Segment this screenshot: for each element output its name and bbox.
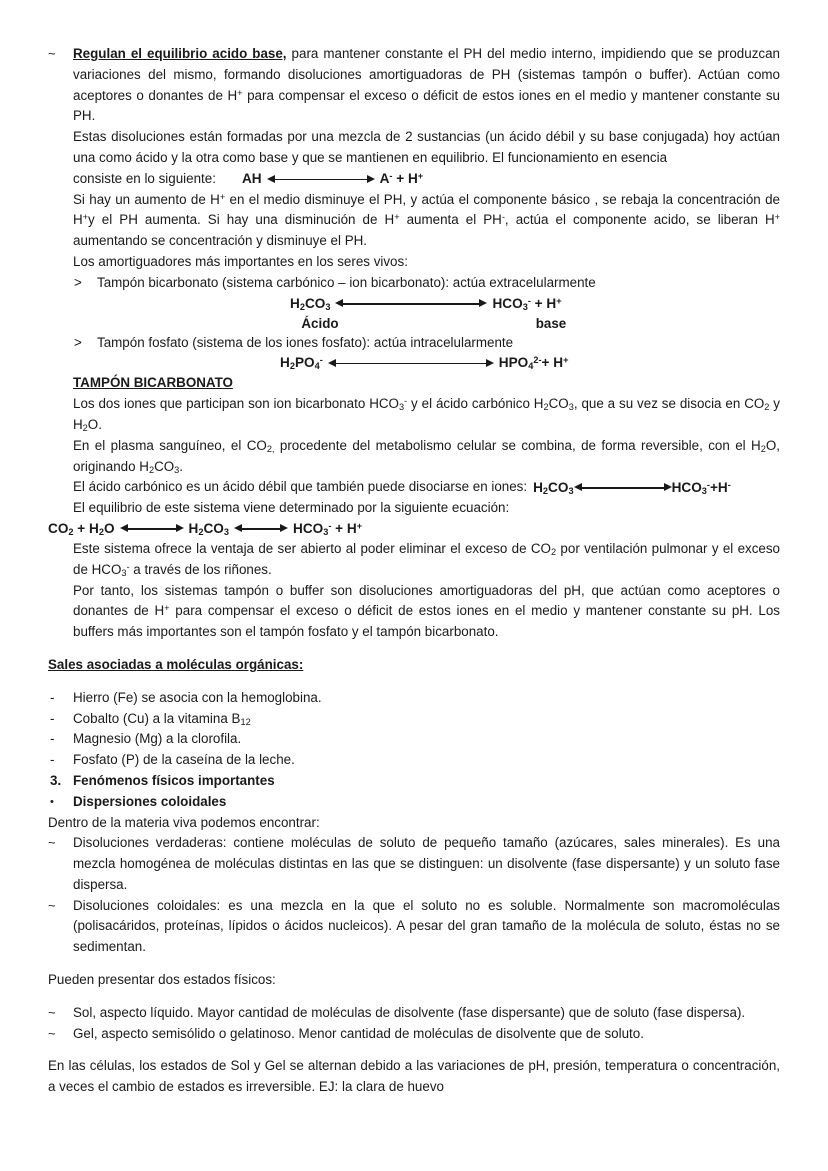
tilde-bullet-marker: ~ <box>48 46 56 61</box>
eqi-rsup2: - <box>727 479 731 490</box>
eqe-t5: CO <box>203 520 224 536</box>
paragraph-acido-carbonico <box>73 477 780 498</box>
equation-label-acido: Ácido <box>301 315 339 331</box>
si-hay-t1: Si hay un aumento de H <box>73 191 220 207</box>
equation-ah-right-h: + H <box>392 171 418 187</box>
pl-t2: procedente del metabolismo celular se combina, de forma reversible, con el H <box>274 437 761 453</box>
double-arrow-icon <box>234 523 288 534</box>
list-item-fosfato-caseina <box>48 750 780 771</box>
double-arrow-icon <box>267 174 375 185</box>
cobalto-sub: 12 <box>240 716 251 727</box>
eqf-lsup: - <box>319 355 323 366</box>
list-item-magnesio <box>48 729 780 750</box>
equation-label-base: base <box>535 315 567 331</box>
equation-ah-right <box>380 169 424 189</box>
eqf-r1: HPO <box>498 355 529 371</box>
eqf-ls1: 2 <box>289 361 295 372</box>
document-body <box>48 44 780 1098</box>
gt-bullet-marker-1: > <box>74 274 82 290</box>
paragraph-consiste-text: consiste en lo siguiente: <box>73 170 216 186</box>
es-t2: por ventilación pulmonar y el exceso de HCO <box>73 540 780 577</box>
tilde-bullet-marker-3: ~ <box>48 897 56 913</box>
di-t4: , que a su vez se disocia en CO <box>573 396 765 412</box>
pl-s4: 3 <box>174 464 180 475</box>
pt-t2: para compensar el exceso o déficit de estos iones en el medio y mantener constante su pH. Los buffers más importantes son el tampón fosfato y el tampón bicarbonato. <box>73 603 780 640</box>
di-s2: 2 <box>543 402 549 413</box>
tilde-bullet-marker-5: ~ <box>48 1025 56 1041</box>
paragraph-pueden-presentar: Pueden presentar dos estados físicos: <box>48 972 276 988</box>
eqe-sup6: - <box>328 521 332 532</box>
list-item-tampon-fosfato <box>48 333 780 354</box>
list-item-cobalto-text <box>73 709 780 730</box>
equation-block-fosfato <box>48 353 780 373</box>
paragraph-amortiguadores: Los amortiguadores más importantes en los seres vivos: <box>73 253 408 269</box>
equation-fosfato-right <box>499 353 569 373</box>
eqc-l1: H <box>290 295 300 311</box>
list-item-tampon-fosfato-text: Tampón fosfato (sistema de los iones fosfato): actúa intracelularmente <box>97 334 514 350</box>
eqe-right <box>293 519 362 539</box>
bullet-dot-marker: • <box>50 795 54 808</box>
equation-ah-dissociation <box>242 169 423 189</box>
eqf-rsup2: + <box>563 355 569 366</box>
eqe-t3: O <box>103 520 115 536</box>
eqc-rsup2: + <box>556 295 562 306</box>
eqf-rs1: 4 <box>528 361 534 372</box>
cobalto-t1: Cobalto (Cu) a la vitamina B <box>73 710 241 726</box>
eqe-s5: 3 <box>223 526 229 537</box>
paragraph-por-tanto-row <box>48 581 780 643</box>
list-item-disoluciones-verdaderas-text: Disoluciones verdaderas: contiene moléculas de soluto de pequeño tamaño (azúcares, sales minerales). Es una mezcla homogénea de moléculas distintas en las que se distinguen: un disolvente (fase dispersante) y un soluto fase dispersa. <box>73 835 780 892</box>
si-hay-sup1: + <box>219 191 226 202</box>
paragraph-equilibrio-row <box>48 498 780 519</box>
si-hay-t4: aumenta el PH <box>399 212 502 228</box>
eqe-t2: + H <box>73 520 99 536</box>
gt-bullet-marker-2: > <box>74 334 82 350</box>
paragraph-consiste-line <box>73 169 780 190</box>
heading-sales-asociadas: Sales asociadas a moléculas orgánicas: <box>48 656 304 672</box>
eqi-ls2: 3 <box>568 485 574 496</box>
list-item-tampon-bicarbonato <box>48 273 780 294</box>
si-hay-sup3: + <box>394 212 400 223</box>
paragraph-estas-disoluciones: Estas disoluciones están formadas por una mezcla de 2 sustancias (un ácido débil y su base conjugada) hoy actúan una como ácido y la otra como base y que se mantienen en equilibrio. El funcionamiento en esencia <box>73 129 780 165</box>
eqe-sup7: + <box>356 521 363 532</box>
equation-carbonico-labels <box>290 314 780 333</box>
heading-fenomenos: Fenómenos físicos importantes <box>73 772 275 788</box>
eqc-rsup: - <box>527 295 531 306</box>
eqi-left <box>533 478 573 498</box>
numbered-marker-3: 3. <box>50 772 62 788</box>
heading-tampon-bicarbonato: TAMPÓN BICARBONATO <box>73 375 233 391</box>
equation-ah-right-a: A <box>379 171 390 187</box>
eqe-t7: + H <box>331 520 357 536</box>
pt-t1: Por tanto, los sistemas tampón o buffer son disoluciones amortiguadoras del pH, que actúan como aceptores o donantes de H <box>73 582 780 619</box>
paragraph-dos-iones-row <box>48 394 780 436</box>
es-sup2: - <box>126 561 130 572</box>
eqi-r1: HCO <box>671 479 702 495</box>
paragraph-plasma-row <box>48 436 780 478</box>
eqe-left <box>48 519 115 539</box>
eqi-rs1: 3 <box>701 485 707 496</box>
list-item-disoluciones-verdaderas <box>48 833 780 895</box>
double-arrow-icon <box>120 523 184 534</box>
eqf-ls2: 4 <box>314 361 320 372</box>
pl-s2: 2 <box>760 443 766 454</box>
eqc-ls2: 3 <box>325 301 331 312</box>
pl-t1: En el plasma sanguíneo, el CO <box>73 437 267 453</box>
paragraph-dos-iones <box>73 394 780 436</box>
double-arrow-icon <box>328 358 494 369</box>
list-item-regulan <box>48 44 780 127</box>
paragraph-si-hay-row <box>48 190 780 252</box>
pl-t5: . <box>179 458 184 474</box>
eqi-l1: H <box>533 479 543 495</box>
es-t1: Este sistema ofrece la ventaja de ser abierto al poder eliminar el exceso de CO <box>73 540 551 556</box>
paragraph-amortiguadores-row <box>48 252 780 273</box>
equation-ah-right-sup2: + <box>417 171 424 182</box>
list-item-gel-text: Gel, aspecto semisólido o gelatinoso. Menor cantidad de moléculas de disolvente que de soluto. <box>73 1025 644 1041</box>
dash-bullet-marker-2: - <box>50 710 55 726</box>
dash-bullet-marker-4: - <box>50 752 55 768</box>
double-arrow-icon <box>574 482 672 493</box>
si-hay-t6: aumentando se concentración y disminuye el PH. <box>73 233 368 249</box>
acido-carbonico-text: El ácido carbónico es un ácido débil que también puede disociarse en iones: <box>73 479 528 495</box>
si-hay-sup2: + <box>82 212 89 223</box>
tilde-bullet-marker-2: ~ <box>48 835 56 851</box>
si-hay-sup5: + <box>774 212 781 223</box>
paragraph-dentro: Dentro de la materia viva podemos encontrar: <box>48 814 320 830</box>
dash-bullet-marker-1: - <box>50 689 55 705</box>
paragraph-acido-carbonico-row <box>48 477 780 498</box>
equation-ah-right-sup: - <box>389 171 393 182</box>
equation-equilibrio-co2 <box>48 519 780 539</box>
list-item-sol <box>48 1003 780 1024</box>
paragraph-consiste-row <box>48 169 780 190</box>
eqf-l1: H <box>280 355 290 371</box>
di-s4: 2 <box>764 402 770 413</box>
eqe-t4: H <box>188 520 199 536</box>
eqf-r2: + H <box>541 355 564 371</box>
eqc-l2: CO <box>304 295 326 311</box>
list-item-tampon-bicarbonato-text: Tampón bicarbonato (sistema carbónico – ion bicarbonato): actúa extracelularmente <box>97 274 596 290</box>
pl-t4: CO <box>154 458 175 474</box>
eqc-ls1: 2 <box>299 301 305 312</box>
di-t3: CO <box>548 396 569 412</box>
pt-sup1: + <box>164 603 170 614</box>
eqc-rs1: 3 <box>522 301 528 312</box>
list-item-cobalto <box>48 709 780 730</box>
paragraph-regulan <box>73 44 780 127</box>
equation-carbonico-left <box>290 294 330 314</box>
paragraph-plasma <box>73 436 780 478</box>
regulan-lead-bold: Regulan el equilibrio acido base, <box>73 46 287 61</box>
eqf-l2: PO <box>294 355 315 371</box>
si-hay-t5: , actúa el componente acido, se liberan H <box>504 212 775 228</box>
equation-block-carbonico <box>48 294 780 333</box>
es-s1: 2 <box>550 546 557 557</box>
es-s2: 3 <box>121 567 127 578</box>
si-hay-t3: y el PH aumenta. Si hay una disminución de H <box>88 212 395 228</box>
eqi-r2: +H <box>709 479 728 495</box>
di-s1: 3 <box>398 402 405 413</box>
di-sup1: - <box>404 396 408 407</box>
list-item-fosfato-caseina-text: Fosfato (P) de la caseína de la leche. <box>73 752 295 768</box>
list-item-magnesio-text: Magnesio (Mg) a la clorofila. <box>73 731 242 747</box>
eqe-s2: 2 <box>98 526 104 537</box>
heading-dispersiones-row <box>48 792 780 813</box>
eqe-mid <box>189 519 229 539</box>
paragraph-en-las-celulas: En las células, los estados de Sol y Gel se alternan debido a las variaciones de pH, presión, temperatura o concentración, a veces el cambio de estados es irreversible. EJ: la clara de huevo <box>48 1058 780 1095</box>
eqf-rsup: 2- <box>533 355 542 366</box>
paragraph-este-sistema <box>73 539 780 581</box>
si-hay-t2: en el medio disminuye el PH, y actúa el componente básico , se rebaja la concentración de H <box>73 191 780 228</box>
double-arrow-icon <box>335 298 487 309</box>
equation-inline-disociarse <box>533 478 731 498</box>
eqc-r1: HCO <box>492 295 523 311</box>
di-t2: y el ácido carbónico H <box>407 396 544 412</box>
list-item-gel <box>48 1024 780 1045</box>
di-t5: y H <box>73 396 780 432</box>
heading-dispersiones: Dispersiones coloidales <box>73 793 227 809</box>
eqi-ls1: 2 <box>542 485 549 496</box>
pl-s3: 2 <box>148 464 155 475</box>
equation-carbonico <box>290 294 780 314</box>
list-item-disoluciones-coloidales-text: Disoluciones coloidales: es una mezcla en la que el soluto no es soluble. Normalmente son macromoléculas (polisacáridos, proteínas, lípidos o ácidos nucleicos). A pesar del gran tamaño de la molécula de soluto, éstas no se sedimentan. <box>73 897 780 955</box>
si-hay-sup4: - <box>501 212 505 223</box>
eqe-s1: 2 <box>68 526 74 537</box>
equation-fosfato <box>280 353 780 373</box>
heading-fenomenos-row <box>48 771 780 792</box>
eqc-r2: + H <box>530 295 557 311</box>
paragraph-por-tanto <box>73 581 780 643</box>
paragraph-estas-disoluciones-row <box>48 127 780 169</box>
es-t3: a través de los riñones. <box>129 561 272 577</box>
pl-t3: O, originando H <box>73 437 780 474</box>
list-item-hierro-text: Hierro (Fe) se asocia con la hemoglobina. <box>73 689 322 705</box>
tilde-bullet-marker-4: ~ <box>48 1004 56 1020</box>
equation-carbonico-right <box>492 294 561 314</box>
eqi-rsup: - <box>706 479 710 490</box>
regulan-text-2: para compensar el exceso o déficit de estos iones en el medio y mantener constante su PH. <box>73 87 780 124</box>
eqe-t6: HCO <box>293 520 324 536</box>
paragraph-si-hay <box>73 190 780 252</box>
eqe-s4: 2 <box>198 526 204 537</box>
paragraph-equilibrio: El equilibrio de este sistema viene determinado por la siguiente ecuación: <box>73 500 510 516</box>
di-s3: 3 <box>568 402 574 413</box>
pl-s1: 2, <box>266 443 275 454</box>
eqe-t1: CO <box>48 520 69 536</box>
dash-bullet-marker-3: - <box>50 731 55 747</box>
eqi-right <box>672 478 731 498</box>
list-item-hierro <box>48 688 780 709</box>
di-t1: Los dos iones que participan son ion bicarbonato HCO <box>73 396 399 412</box>
di-s5: 2 <box>82 422 88 433</box>
regulan-text-1: para mantener constante el PH del medio interno, impidiendo que se produzcan variaciones del mismo, formando disoluciones amortiguadoras de PH (sistemas tampón o buffer). Actúan como aceptores o donantes de H <box>73 46 780 103</box>
list-item-disoluciones-coloidales <box>48 896 780 958</box>
equation-fosfato-left <box>280 353 323 373</box>
paragraph-este-sistema-row <box>48 539 780 581</box>
di-t6: O. <box>87 416 102 432</box>
h-plus-sup-1: + <box>237 87 243 98</box>
eqi-l2: CO <box>548 479 569 495</box>
equation-ah-left: AH <box>241 171 262 187</box>
eqe-s6: 3 <box>323 526 329 537</box>
list-item-sol-text: Sol, aspecto líquido. Mayor cantidad de moléculas de disolvente (fase dispersante) que de soluto (fase dispersa). <box>73 1004 746 1020</box>
heading-tampon-bicarbonato-row <box>48 373 780 394</box>
